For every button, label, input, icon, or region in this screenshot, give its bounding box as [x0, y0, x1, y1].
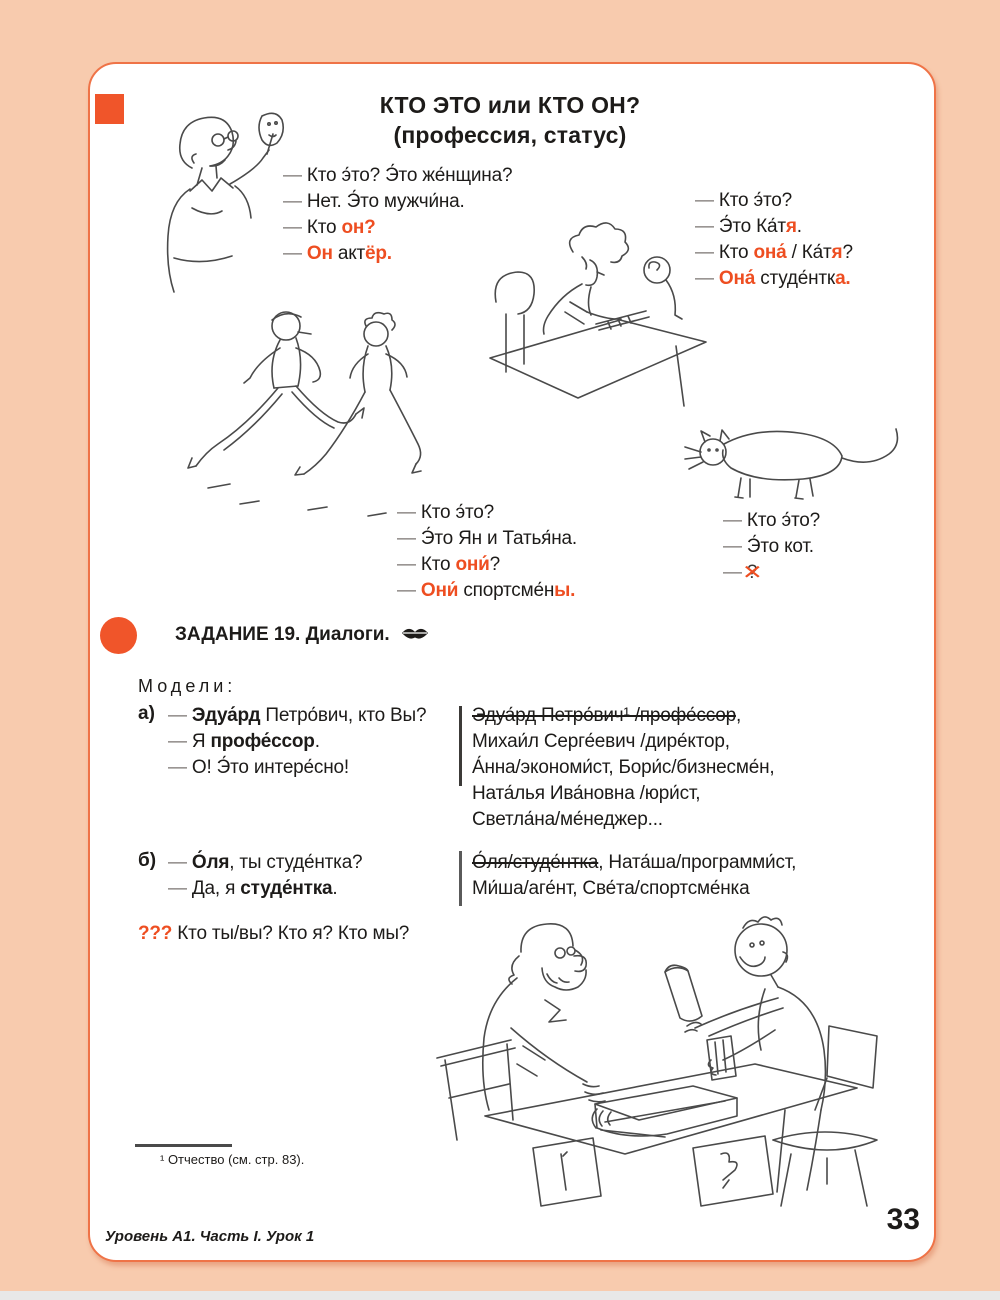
text-segment: — [397, 528, 421, 549]
text-segment: ёр. [365, 243, 392, 264]
text-line [472, 755, 774, 781]
woman-writing-at-desk-illustration [478, 222, 714, 412]
text-line [723, 560, 820, 586]
text-line [695, 188, 853, 214]
text-line [168, 850, 362, 876]
text-segment: а. [835, 268, 851, 289]
text-segment: Э́то Ка́т [718, 216, 786, 237]
text-segment: ы. [554, 580, 576, 601]
text-segment: спортсме́н [458, 580, 555, 601]
text-segment: — [695, 242, 719, 263]
text-segment: О́ля [191, 852, 230, 873]
lips-icon [400, 625, 430, 642]
text-segment: — [723, 536, 747, 557]
text-segment: студе́нтка [240, 878, 333, 899]
text-line [695, 214, 853, 240]
text-line [168, 755, 426, 781]
text-segment: — [283, 217, 307, 238]
text-segment: ??? [138, 923, 173, 944]
text-segment: Светла́на/ме́неджер... [472, 809, 663, 830]
model-b-divider [459, 851, 462, 906]
text-segment: Э́то кот. [746, 536, 814, 557]
text-segment: студе́нтк [755, 268, 836, 289]
text-segment: Они́ [420, 580, 459, 601]
footer-lesson-label: Уровень А1. Часть I. Урок 1 [105, 1228, 315, 1245]
text-segment: он? [341, 217, 376, 238]
text-line [472, 703, 774, 729]
text-segment: — [168, 731, 192, 752]
page-title-line1: КТО ЭТО или КТО ОН? [379, 92, 641, 118]
text-segment: Кто [306, 217, 342, 238]
text-segment: , [735, 705, 742, 726]
text-segment: — [397, 502, 421, 523]
text-line [723, 534, 820, 560]
text-segment: Я [191, 731, 211, 752]
text-segment: Кто э́то? [420, 502, 495, 523]
text-segment: — [283, 191, 307, 212]
scan-background-strip [0, 1291, 1000, 1300]
text-segment: ? [842, 242, 853, 263]
text-line [723, 508, 820, 534]
text-line [283, 163, 512, 189]
text-segment: . [314, 731, 320, 752]
text-segment: — [723, 510, 747, 531]
text-segment: Кто [420, 554, 456, 575]
text-segment: они́ [455, 554, 490, 575]
text-line [397, 500, 577, 526]
text-segment: О́ля/студе́нтка [472, 852, 599, 873]
text-line [168, 729, 426, 755]
text-segment: О! Э́то интере́сно! [191, 757, 349, 778]
text-segment: — [397, 580, 421, 601]
text-segment: Да, я [191, 878, 241, 899]
text-segment: я [831, 242, 843, 263]
text-line [138, 921, 409, 947]
model-b-dialogue [168, 850, 362, 902]
text-segment: , ты студе́нтка? [229, 852, 363, 873]
text-line [397, 526, 577, 552]
text-line [695, 266, 853, 292]
text-line [472, 781, 774, 807]
text-segment: Петро́вич, кто Вы? [260, 705, 427, 726]
dialogue-cat [723, 508, 820, 586]
text-segment: я [785, 216, 797, 237]
text-segment: Кто ты/вы? Кто я? Кто мы? [172, 923, 410, 944]
footnote-text: ¹ Отчество (см. стр. 83). [160, 1152, 305, 1167]
text-segment: Ми́ша/аге́нт, Све́та/спортсме́нка [472, 878, 750, 899]
text-segment: ? [489, 554, 501, 575]
text-line [397, 578, 577, 604]
footnote-rule [135, 1144, 232, 1147]
text-segment: . [796, 216, 802, 237]
text-segment: Ната́лья Ива́новна /юри́ст, [472, 783, 701, 804]
text-line [472, 807, 774, 833]
text-line [168, 876, 362, 902]
task-heading-text: ЗАДАНИЕ 19. Диалоги. [175, 624, 390, 645]
text-segment: Кто э́то? [718, 190, 793, 211]
task-heading [175, 624, 430, 646]
text-segment: Михаи́л Серге́евич /дире́ктор, [472, 731, 730, 752]
text-segment: Нет. Э́то мужчи́на. [306, 191, 465, 212]
text-segment: — [723, 562, 747, 583]
text-segment: — [695, 190, 719, 211]
text-segment: — [168, 878, 192, 899]
crossed-question-mark: ? ✕ [747, 560, 757, 586]
text-segment: профе́ссор [210, 731, 315, 752]
questions-line [138, 921, 409, 947]
text-line [397, 552, 577, 578]
text-segment: акт [332, 243, 366, 264]
model-a-divider [459, 706, 462, 786]
section-square-marker [95, 94, 124, 124]
text-line [168, 703, 426, 729]
text-segment: она́ [753, 242, 787, 263]
text-segment: — [695, 268, 719, 289]
text-line [472, 729, 774, 755]
dialogue-sportsmen [397, 500, 577, 604]
model-b-label: б) [138, 850, 157, 871]
text-line [283, 189, 512, 215]
text-segment: — [168, 757, 192, 778]
text-segment: Кто э́то? Э́то же́нщина? [306, 165, 513, 186]
text-segment: , Ната́ша/программи́ст, [598, 852, 797, 873]
text-line [472, 876, 796, 902]
text-segment: — [283, 165, 307, 186]
text-segment: — [397, 554, 421, 575]
text-segment: Кто э́то? [746, 510, 821, 531]
task-bullet-marker [100, 617, 137, 654]
running-couple-illustration [168, 292, 434, 528]
two-men-talking-illustration [425, 908, 883, 1208]
text-segment: — [168, 852, 192, 873]
text-segment: Э́то Ян и Татья́на. [420, 528, 577, 549]
model-a-label: а) [138, 703, 155, 724]
text-segment: Она́ [718, 268, 756, 289]
text-line [695, 240, 853, 266]
model-b-substitutions [472, 850, 796, 902]
text-segment: . [332, 878, 338, 899]
text-segment: Эдуа́рд Петро́вич¹ /профе́ссор [472, 705, 736, 726]
text-segment: — [168, 705, 192, 726]
models-label: Модели: [138, 676, 237, 696]
cat-illustration [683, 400, 909, 510]
text-segment: / Ка́т [786, 242, 832, 263]
text-segment: Он [306, 243, 333, 264]
text-line [472, 850, 796, 876]
model-a-substitutions [472, 703, 774, 833]
text-segment: Эдуа́рд [191, 705, 261, 726]
text-segment: А́нна/экономи́ст, Бори́с/бизнесме́н, [472, 757, 775, 778]
text-segment: Кто [718, 242, 754, 263]
page-title-line2: (профессия, статус) [393, 122, 627, 148]
page-number: 33 [886, 1203, 920, 1236]
dialogue-katya [695, 188, 853, 292]
text-segment: — [695, 216, 719, 237]
text-segment: — [283, 243, 307, 264]
man-with-mask-illustration [140, 106, 292, 306]
model-a-dialogue [168, 703, 426, 781]
